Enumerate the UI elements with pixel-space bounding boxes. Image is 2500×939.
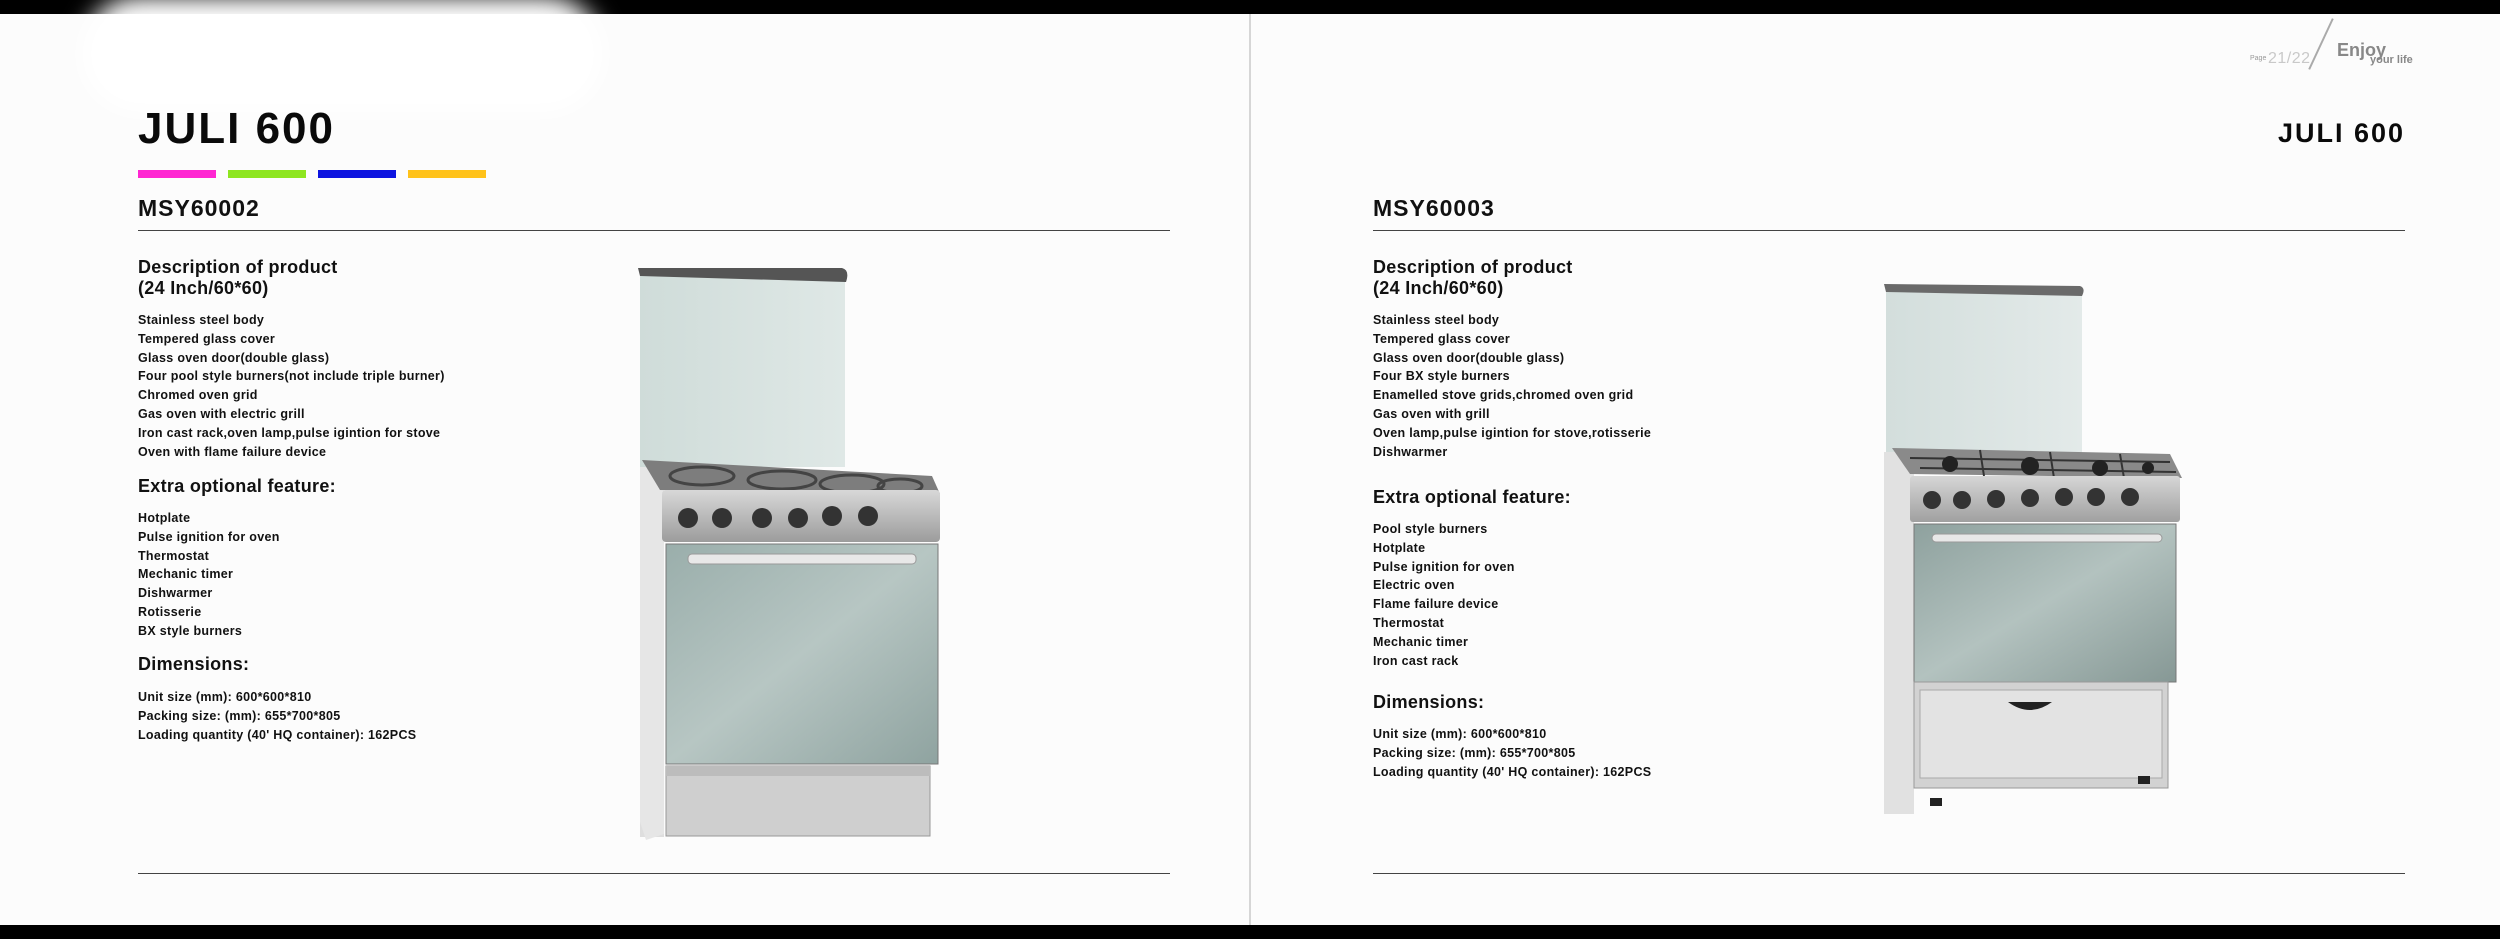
extra-feature-item: Electric oven	[1373, 578, 1455, 593]
feature-item: Gas oven with grill	[1373, 406, 1490, 421]
feature-item: Four BX style burners	[1373, 369, 1510, 384]
extra-feature-item: Pool style burners	[1373, 522, 1488, 536]
extra-feature-item: BX style burners	[138, 623, 243, 638]
feature-item: Tempered glass cover	[1373, 331, 1511, 346]
feature-item: Iron cast rack,oven lamp,pulse igintion for stove	[138, 425, 441, 440]
stove-image-msy60003	[1880, 282, 2190, 822]
tagline-enjoy: Enjoy	[2337, 40, 2387, 60]
extra-feature-item: Iron cast rack	[1373, 653, 1459, 668]
extra-feature-item: Dishwarmer	[138, 586, 213, 601]
brand-title: JULI 600	[2278, 118, 2406, 148]
feature-item: Glass oven door(double glass)	[138, 350, 330, 365]
description-title-line1: Description of product	[1373, 257, 1573, 277]
feature-item: Stainless steel body	[138, 313, 265, 327]
top-divider	[1373, 230, 2405, 231]
feature-item: Glass oven door(double glass)	[1373, 350, 1565, 365]
description-title	[138, 257, 338, 299]
extra-feature-item: Thermostat	[1373, 615, 1445, 630]
extra-feature-item: Mechanic timer	[138, 567, 234, 582]
brand-title: JULI 600	[138, 104, 335, 153]
dimensions-title: Dimensions:	[138, 654, 250, 674]
right-page	[1251, 14, 2500, 925]
bottom-divider	[1373, 873, 2405, 874]
feature-list	[1373, 311, 1651, 461]
bottom-divider	[138, 873, 1170, 874]
color-bar-blue	[318, 170, 396, 178]
tagline-your-life: your life	[2370, 54, 2413, 66]
model-number: MSY60003	[1373, 195, 1495, 221]
feature-item: Dishwarmer	[1373, 444, 1448, 459]
feature-item: Oven with flame failure device	[138, 444, 327, 459]
dimension-item: Unit size (mm): 600*600*810	[138, 690, 312, 704]
extra-feature-item: Mechanic timer	[1373, 634, 1469, 649]
feature-list	[138, 311, 445, 461]
description-title	[1373, 257, 1573, 299]
color-bar-magenta	[138, 170, 216, 178]
color-bar-strip	[138, 170, 488, 178]
extra-feature-item: Flame failure device	[1373, 597, 1499, 612]
description-title-line2: (24 Inch/60*60)	[1373, 278, 1504, 298]
dimension-item: Loading quantity (40' HQ container): 162PCS	[1373, 764, 1652, 779]
feature-item: Oven lamp,pulse igintion for stove,rotisserie	[1373, 425, 1652, 440]
color-bar-yellow	[408, 170, 486, 178]
extra-feature-item: Rotisserie	[138, 604, 202, 619]
extra-feature-title: Extra optional feature:	[1373, 487, 1571, 507]
stove-image-msy60002	[632, 262, 952, 842]
dimension-item: Packing size: (mm): 655*700*805	[1373, 745, 1576, 760]
dimensions-title: Dimensions:	[1373, 692, 1485, 712]
feature-item: Chromed oven grid	[138, 388, 258, 403]
extra-feature-item: Hotplate	[1373, 540, 1426, 555]
feature-item: Enamelled stove grids,chromed oven grid	[1373, 388, 1634, 403]
page-label: Page	[2250, 55, 2267, 62]
description-title-line1: Description of product	[138, 257, 338, 277]
extra-feature-item: Thermostat	[138, 548, 210, 563]
dimension-item: Packing size: (mm): 655*700*805	[138, 708, 341, 723]
feature-item: Tempered glass cover	[138, 331, 276, 346]
color-bar-green	[228, 170, 306, 178]
extra-feature-list	[138, 509, 280, 641]
extra-feature-item: Pulse ignition for oven	[1373, 559, 1515, 574]
extra-feature-title: Extra optional feature:	[138, 476, 336, 496]
model-number: MSY60002	[138, 195, 260, 221]
feature-item: Four pool style burners(not include triple burner)	[138, 369, 445, 384]
dimensions-list	[1373, 725, 1651, 781]
feature-item: Gas oven with electric grill	[138, 406, 305, 421]
description-title-line2: (24 Inch/60*60)	[138, 278, 269, 298]
blurred-header-area	[100, 14, 585, 94]
extra-feature-item: Hotplate	[138, 511, 191, 525]
page-number: 21/22	[2268, 50, 2311, 67]
top-divider	[138, 230, 1170, 231]
extra-feature-item: Pulse ignition for oven	[138, 529, 280, 544]
dimension-item: Loading quantity (40' HQ container): 162PCS	[138, 727, 417, 742]
feature-item: Stainless steel body	[1373, 313, 1500, 327]
extra-feature-list	[1373, 520, 1515, 670]
dimension-item: Unit size (mm): 600*600*810	[1373, 727, 1547, 741]
dimensions-list	[138, 688, 416, 744]
page-spine	[1249, 14, 1251, 925]
